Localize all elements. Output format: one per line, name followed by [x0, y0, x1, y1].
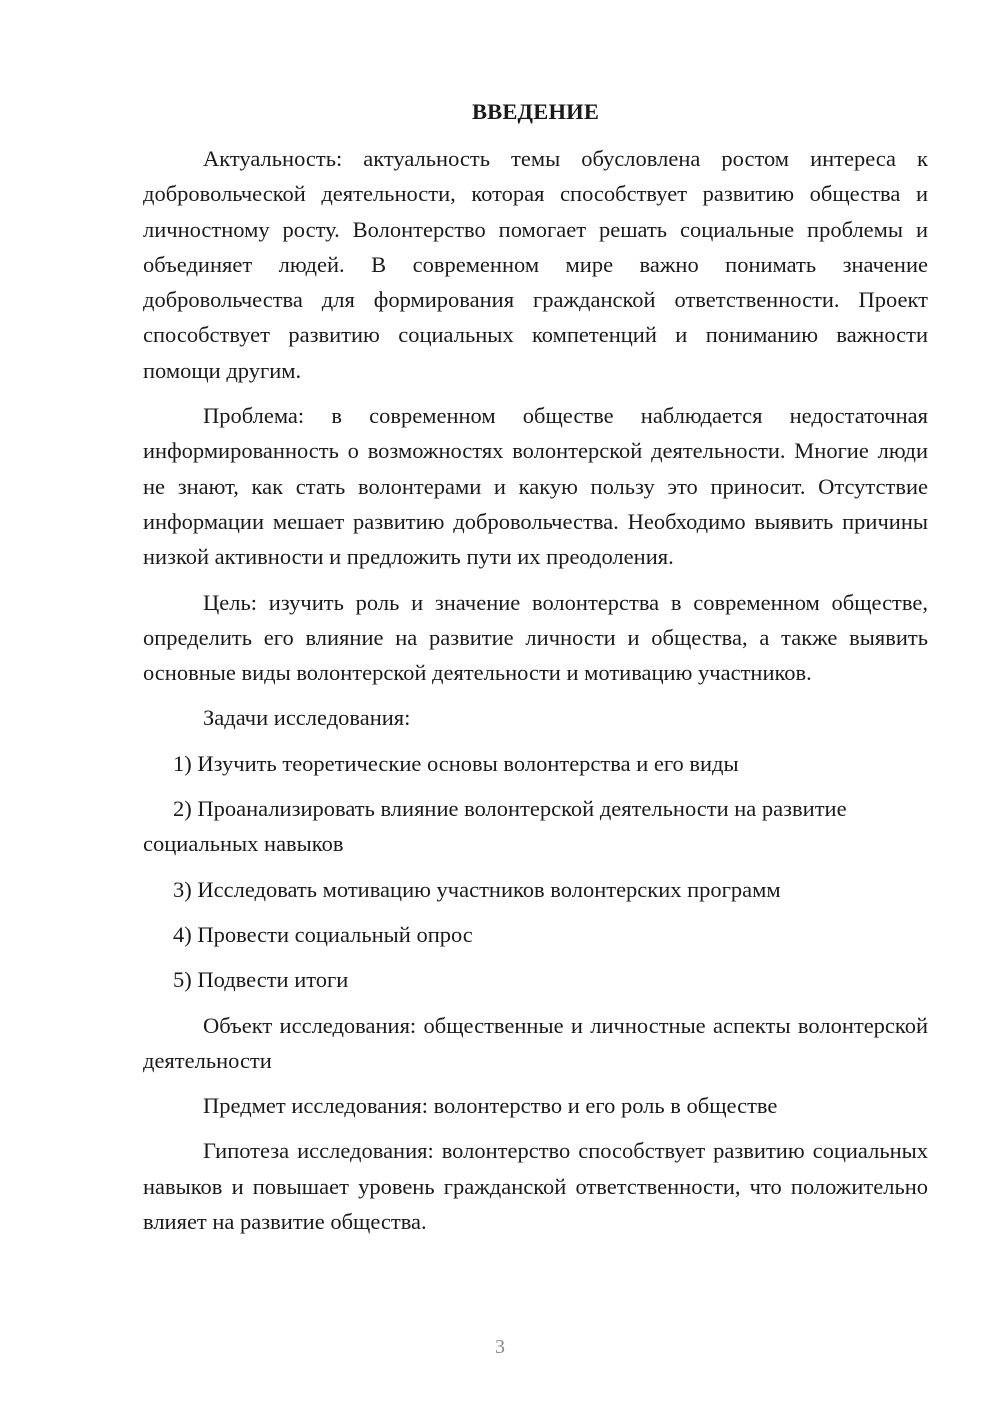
- page-title: ВВЕДЕНИЕ: [471, 99, 600, 124]
- page-number: 3: [495, 1336, 505, 1358]
- paragraph-object: Объект исследования: общественные и личностные аспекты волонтерской деятельности: [143, 1012, 928, 1073]
- tasks-heading: Задачи исследования:: [203, 705, 411, 731]
- paragraph-problem: Проблема: в современном обществе наблюдается недостаточная информированность о возможностях волонтерской деятельности. Многие люди не знают, как стать волонтерами и какую пользу это приносит. Отсутствие информации мешает развитию добровольчества. Необходимо выявить причины низкой активности и предложить пути их преодоления.: [143, 403, 928, 570]
- paragraph-subject: Предмет исследования: волонтерство и его роль в обществе: [203, 1093, 778, 1119]
- list-item: 3) Исследовать мотивацию участников волонтерских программ: [173, 876, 781, 902]
- list-item: 1) Изучить теоретические основы волонтерства и его виды: [173, 750, 739, 776]
- list-item: 4) Провести социальный опрос: [173, 921, 473, 947]
- paragraph-relevance: Актуальность: актуальность темы обусловлена ростом интереса к добровольческой деятельности, которая способствует развитию общества и личностному росту. Волонтерство помогает решать социальные проблемы и объединяет людей. В современном мире важно понимать значение добровольчества для формирования гражданской ответственности. Проект способствует развитию социальных компетенций и пониманию важности помощи другим.: [143, 146, 928, 383]
- task-list: [143, 746, 928, 998]
- page-content: [143, 94, 928, 1249]
- paragraph-goal: Цель: изучить роль и значение волонтерства в современном обществе, определить его влияние на развитие личности и общества, а также выявить основные виды волонтерской деятельности и мотивацию участников.: [143, 589, 928, 686]
- list-item: 5) Подвести итоги: [173, 967, 349, 993]
- list-item: 2) Проанализировать влияние волонтерской деятельности на развитие социальных навыков: [143, 796, 847, 857]
- paragraph-hypothesis: Гипотеза исследования: волонтерство способствует развитию социальных навыков и повышает уровень гражданской ответственности, что положительно влияет на развитие общества.: [143, 1138, 928, 1235]
